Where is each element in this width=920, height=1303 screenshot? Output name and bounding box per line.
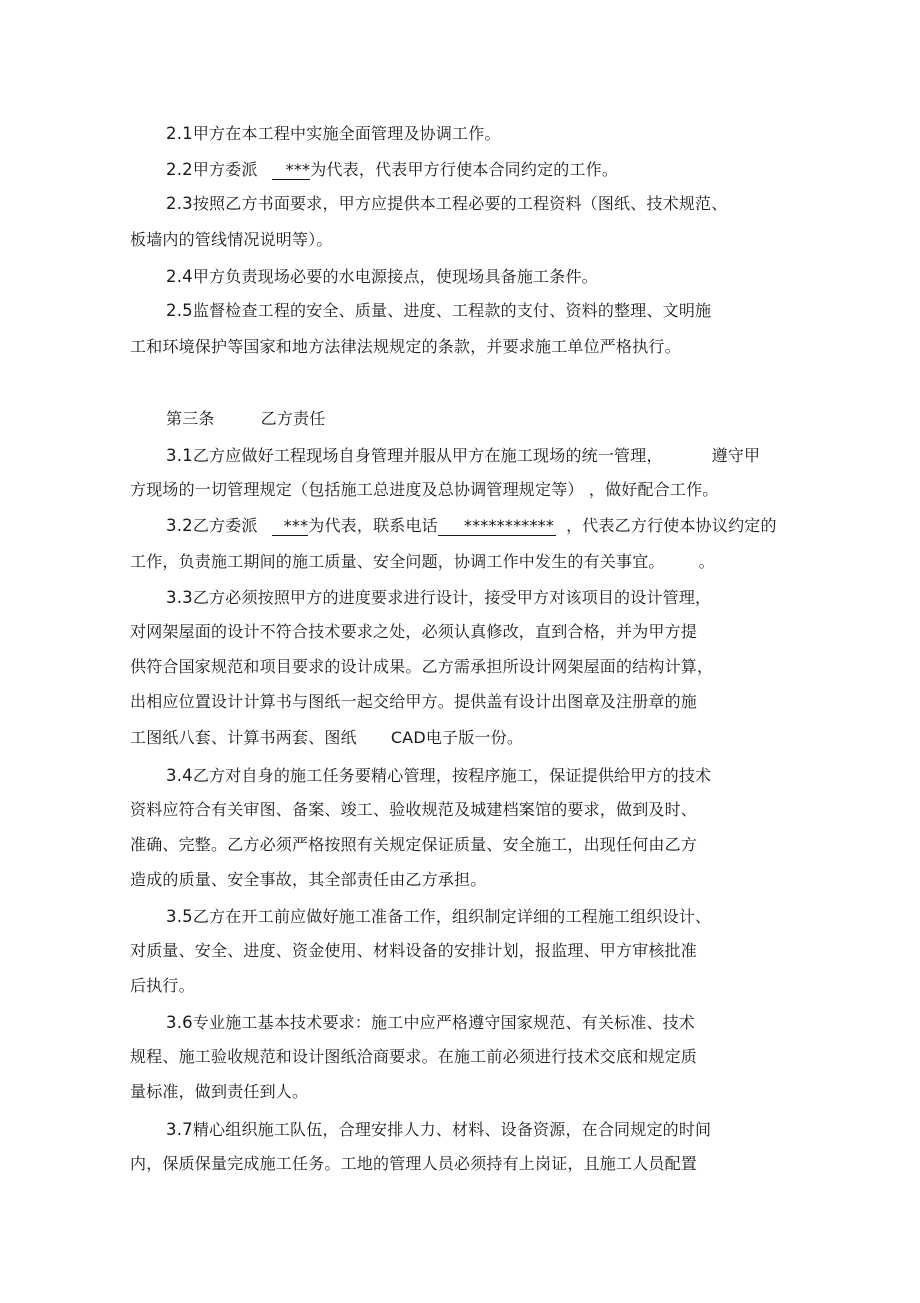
clause-3-3-line4 — [130, 692, 697, 712]
clause-number: 2.4 — [166, 267, 193, 286]
clause-2-4 — [166, 267, 598, 287]
clause-text: ，代表乙方行使本协议约定的 — [566, 516, 777, 535]
representative-blank: *** — [272, 161, 311, 180]
clause-text: 工图纸八套、计算书两套、图纸 — [130, 728, 357, 747]
clause-text: 乙方应做好工程现场自身管理并服从甲方在施工现场的统一管理， — [192, 446, 663, 465]
clause-text: 出相应位置设计计算书与图纸一起交给甲方。提供盖有设计出图章及注册章的施 — [130, 692, 698, 711]
clause-text: 准确、完整。乙方必须严格按照有关规定保证质量、安全施工，出现任何由乙方 — [130, 835, 698, 854]
section-3-heading — [166, 409, 325, 429]
clause-text: 乙方委派 — [192, 516, 258, 535]
representative-blank: *** — [272, 517, 309, 536]
clause-2-3-line1 — [166, 194, 727, 214]
clause-number: 2.5 — [166, 301, 193, 320]
clause-3-2-line1 — [166, 516, 777, 536]
clause-number: 3.3 — [166, 588, 193, 607]
clause-number: 3.5 — [166, 907, 193, 926]
clause-text: 甲方负责现场必要的水电源接点，使现场具备施工条件。 — [192, 267, 598, 286]
clause-text: 板墙内的管线情况说明等）。 — [130, 230, 333, 249]
clause-3-3-line3 — [130, 657, 713, 677]
clause-2-1 — [166, 124, 501, 144]
clause-3-6-line1 — [166, 1013, 695, 1033]
clause-text: 甲方委派 — [192, 160, 258, 179]
clause-text: 甲方在本工程中实施全面管理及协调工作。 — [192, 124, 501, 143]
clause-text: 乙方在开工前应做好施工准备工作，组织制定详细的工程施工组织设计、 — [192, 907, 712, 926]
clause-3-3-line2 — [130, 622, 697, 642]
clause-text: 工作，负责施工期间的施工质量、安全问题，协调工作中发生的有关事宜。 — [130, 552, 665, 571]
clause-text: 按照乙方书面要求，甲方应提供本工程必要的工程资料（图纸、技术规范、 — [192, 194, 728, 213]
clause-number: 2.3 — [166, 194, 193, 213]
clause-number: 2.2 — [166, 160, 193, 179]
clause-text: 乙方必须按照甲方的进度要求进行设计，接受甲方对该项目的设计管理， — [192, 588, 712, 607]
clause-3-2-line2 — [130, 552, 715, 572]
clause-text: 监督检查工程的安全、质量、进度、工程款的支付、资料的整理、文明施 — [192, 301, 712, 320]
clause-text: 专业施工基本技术要求：施工中应严格遵守国家规范、有关标准、技术 — [192, 1013, 696, 1032]
clause-2-2 — [166, 160, 618, 180]
clause-2-3-line2 — [130, 230, 333, 250]
clause-3-3-line1 — [166, 588, 711, 608]
clause-text: 资料应符合有关审图、备案、竣工、验收规范及城建档案馆的要求，做到及时、 — [130, 800, 698, 819]
clause-text: 为代表，联系电话 — [308, 516, 438, 535]
clause-text: 乙方对自身的施工任务要精心管理，按程序施工，保证提供给甲方的技术 — [192, 766, 712, 785]
clause-text: 对质量、安全、进度、资金使用、材料设备的安排计划，报监理、甲方审核批准 — [130, 941, 698, 960]
article-title: 乙方责任 — [260, 409, 326, 428]
clause-number: 3.4 — [166, 766, 193, 785]
clause-text: 供符合国家规范和项目要求的设计成果。乙方需承担所设计网架屋面的结构计算， — [130, 657, 714, 676]
clause-3-3-line5 — [130, 728, 523, 748]
clause-3-6-line2 — [130, 1047, 697, 1067]
clause-3-7-line1 — [166, 1120, 711, 1140]
clause-text: 造成的质量、安全事故，其全部责任由乙方承担。 — [130, 870, 487, 889]
clause-text: 精心组织施工队伍，合理安排人力、材料、设备资源，在合同规定的时间 — [192, 1120, 712, 1139]
clause-text: 规程、施工验收规范和设计图纸洽商要求。在施工前必须进行技术交底和规定质 — [130, 1047, 698, 1066]
clause-3-7-line2 — [130, 1154, 697, 1174]
clause-2-5-line1 — [166, 301, 711, 321]
clause-number: 2.1 — [166, 124, 193, 143]
clause-3-4-line3 — [130, 835, 697, 855]
clause-3-1-line1 — [166, 446, 760, 466]
clause-text: 内，保质保量完成施工任务。工地的管理人员必须持有上岗证，且施工人员配置 — [130, 1154, 698, 1173]
clause-text: 后执行。 — [130, 976, 195, 995]
clause-number: 3.1 — [166, 446, 193, 465]
clause-text: 对网架屋面的设计不符合技术要求之处，必须认真修改，直到合格，并为甲方提 — [130, 622, 698, 641]
phone-blank: *********** — [438, 517, 556, 536]
clause-2-5-line2 — [130, 337, 681, 357]
clause-text: 方现场的一切管理规定（包括施工总进度及总协调管理规定等） ，做好配合工作。 — [130, 480, 719, 499]
clause-text: 量标准，做到责任到人。 — [130, 1082, 309, 1101]
clause-3-6-line3 — [130, 1082, 308, 1102]
clause-text: CAD电子版一份。 — [390, 728, 524, 747]
clause-text: 。 — [698, 552, 715, 571]
clause-3-4-line2 — [130, 800, 697, 820]
clause-number: 3.7 — [166, 1120, 193, 1139]
clause-3-4-line1 — [166, 766, 711, 786]
clause-3-1-line2 — [130, 480, 719, 500]
clause-3-5-line2 — [130, 941, 697, 961]
clause-3-4-line4 — [130, 870, 486, 890]
clause-number: 3.6 — [166, 1013, 193, 1032]
clause-3-5-line3 — [130, 976, 195, 996]
clause-text: 为代表，代表甲方行使本合同约定的工作。 — [310, 160, 619, 179]
clause-text: 工和环境保护等国家和地方法律法规规定的条款，并要求施工单位严格执行。 — [130, 337, 681, 356]
clause-3-5-line1 — [166, 907, 711, 927]
clause-text: 遵守甲 — [711, 446, 761, 465]
article-number: 第三条 — [166, 409, 215, 428]
clause-number: 3.2 — [166, 516, 193, 535]
